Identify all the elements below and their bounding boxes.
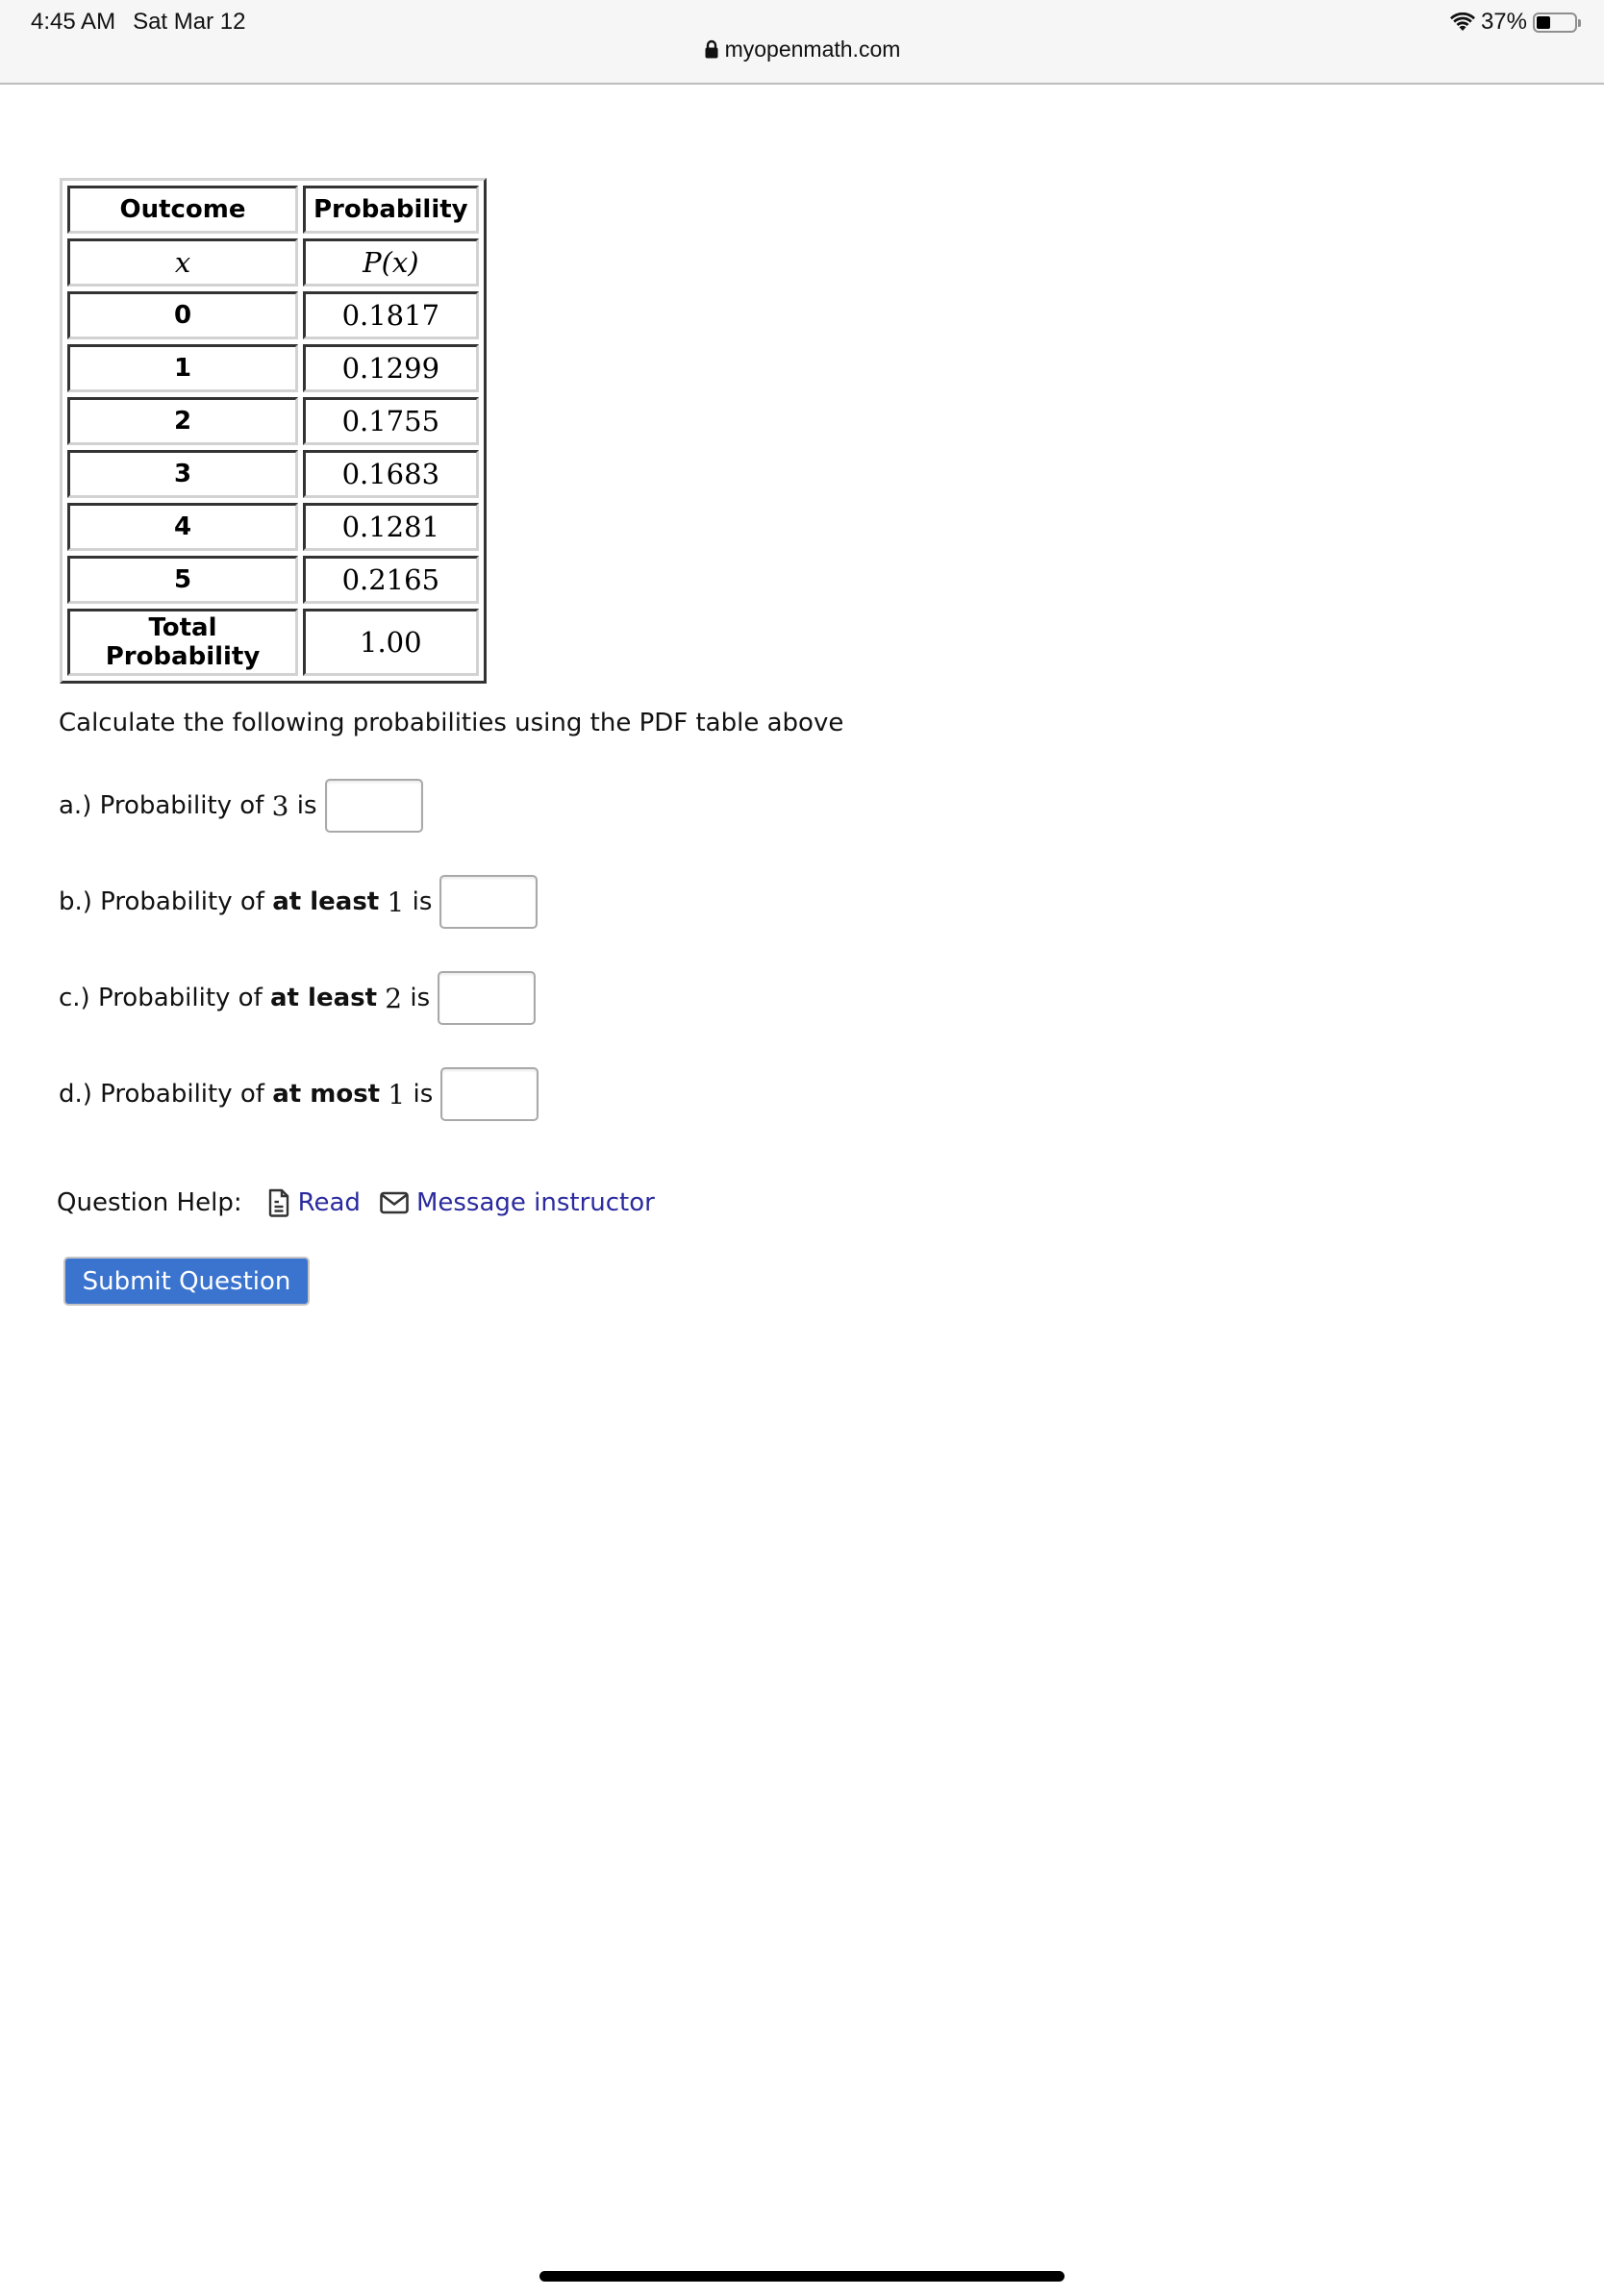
total-label: Total Probability <box>67 609 298 676</box>
table-total-row <box>67 609 479 676</box>
table-row <box>67 344 479 392</box>
question-b-qualifier: at least <box>272 887 380 916</box>
question-d-suffix: is <box>405 1080 434 1109</box>
question-help <box>57 1188 655 1217</box>
answer-a-input[interactable] <box>325 779 423 833</box>
question-d-prefix: d.) Probability of <box>59 1080 273 1109</box>
question-b-suffix: is <box>404 887 433 916</box>
table-row <box>67 503 479 551</box>
question-d-qualifier: at most <box>272 1080 381 1109</box>
question-b-prefix: b.) Probability of <box>59 887 273 916</box>
status-date: Sat Mar 12 <box>133 9 246 35</box>
question-c-qualifier: at least <box>270 984 378 1012</box>
question-a-suffix: is <box>288 791 317 820</box>
status-indicators <box>1450 9 1577 36</box>
read-link[interactable] <box>267 1188 361 1217</box>
question-c <box>59 971 536 1025</box>
table-header-row <box>67 186 479 234</box>
question-a-prefix: a.) Probability of <box>59 791 272 820</box>
question-b-number: 1 <box>387 886 405 918</box>
question-a-number: 3 <box>271 789 289 822</box>
probability-cell: 0.1299 <box>303 344 479 392</box>
question-b <box>59 875 538 929</box>
address-bar[interactable] <box>0 37 1604 62</box>
outcome-cell: 0 <box>67 291 298 339</box>
read-link-label: Read <box>297 1188 361 1217</box>
table-row <box>67 450 479 498</box>
message-instructor-link[interactable] <box>380 1188 655 1217</box>
outcome-cell: 5 <box>67 556 298 604</box>
message-instructor-label: Message instructor <box>415 1188 655 1217</box>
question-help-label: Question Help: <box>57 1188 242 1217</box>
probability-cell: 0.1817 <box>303 291 479 339</box>
pdf-table <box>60 178 487 684</box>
outcome-cell: 3 <box>67 450 298 498</box>
question-d-number: 1 <box>388 1078 406 1111</box>
answer-d-input[interactable] <box>440 1067 539 1121</box>
wifi-icon <box>1450 12 1475 32</box>
probability-cell: 0.1683 <box>303 450 479 498</box>
status-time: 4:45 AM <box>31 9 116 35</box>
header-outcome: Outcome <box>67 186 298 234</box>
status-time-date <box>31 9 263 36</box>
question-d <box>59 1067 539 1121</box>
submit-question-button[interactable]: Submit Question <box>63 1257 310 1306</box>
lock-icon <box>704 39 719 59</box>
answer-c-input[interactable] <box>438 971 536 1025</box>
home-indicator[interactable] <box>539 2271 1065 2282</box>
battery-percent: 37% <box>1480 9 1527 35</box>
subheader-px: P(x) <box>303 238 479 287</box>
envelope-icon <box>380 1191 409 1214</box>
outcome-cell: 2 <box>67 397 298 445</box>
battery-icon <box>1533 12 1577 33</box>
probability-cell: 0.2165 <box>303 556 479 604</box>
table-subheader-row <box>67 238 479 287</box>
answer-b-input[interactable] <box>439 875 538 929</box>
probability-cell: 0.1281 <box>303 503 479 551</box>
total-value: 1.00 <box>303 609 479 676</box>
probability-cell: 0.1755 <box>303 397 479 445</box>
header-probability: Probability <box>303 186 479 234</box>
question-prompt: Calculate the following probabilities using the PDF table above <box>59 709 844 737</box>
outcome-cell: 1 <box>67 344 298 392</box>
question-c-prefix: c.) Probability of <box>59 984 270 1012</box>
question-c-number: 2 <box>385 982 403 1014</box>
browser-top-bar <box>0 0 1604 85</box>
subheader-x: x <box>67 238 298 287</box>
question-c-suffix: is <box>402 984 431 1012</box>
url-text: myopenmath.com <box>724 37 901 62</box>
question-a <box>59 779 423 833</box>
table-row <box>67 397 479 445</box>
outcome-cell: 4 <box>67 503 298 551</box>
table-row <box>67 291 479 339</box>
table-row <box>67 556 479 604</box>
document-icon <box>267 1188 290 1217</box>
